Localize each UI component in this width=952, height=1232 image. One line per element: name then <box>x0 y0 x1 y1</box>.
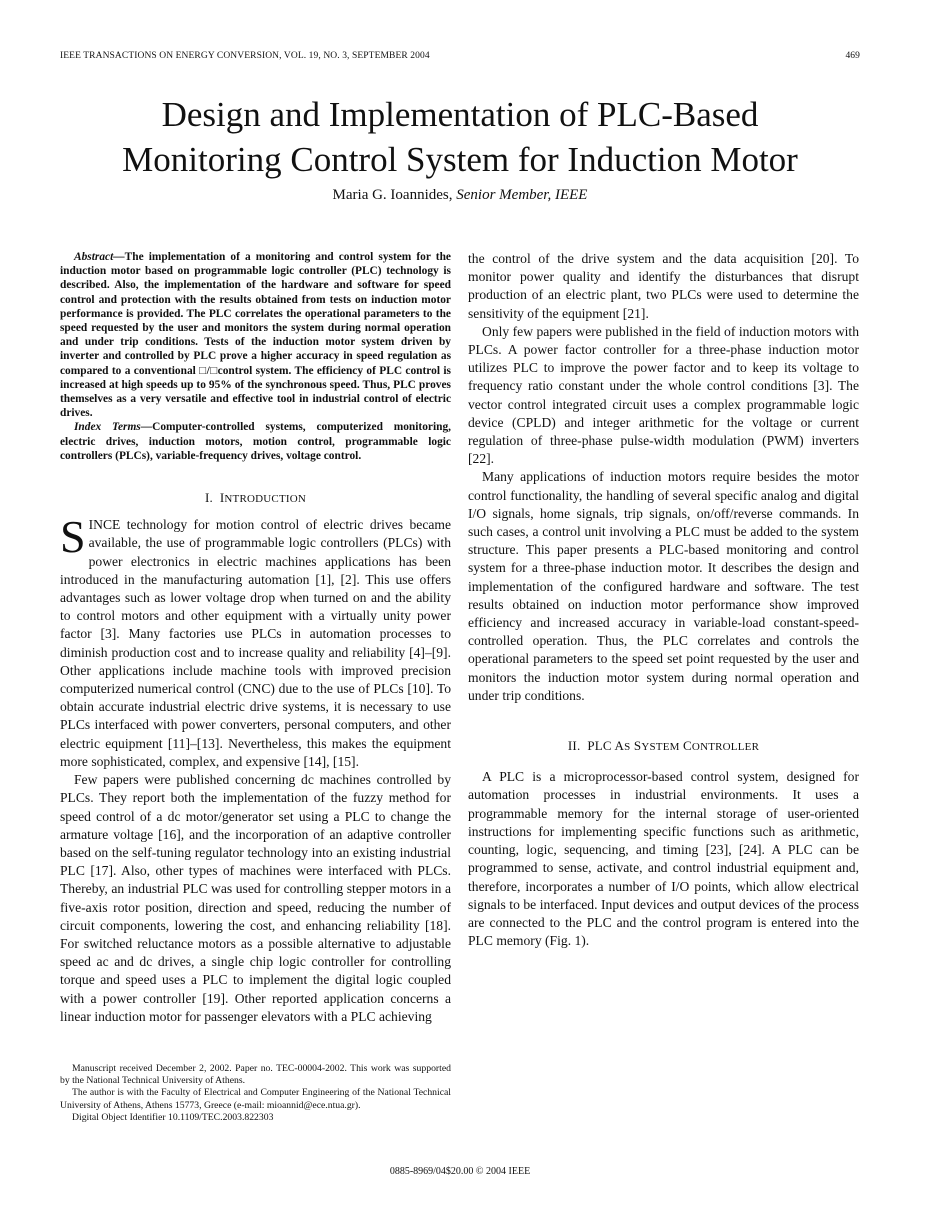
copyright-footer: 0885-8969/04$20.00 © 2004 IEEE <box>389 1166 531 1177</box>
section-2-heading: II. PLC AS SYSTEM CONTROLLER <box>567 738 760 754</box>
intro-paragraph-1: SINCE technology for motion control of electric drives became available, the use of programmable logic controllers (PLCs) with power electronics in electric machines applications has been introduced in the manufacturing automation [1], [2]. This use offers advantages such as lower voltage drop when turned on and the ability to control motors and other equipment with a virtually unity power factor [3]. Many factories use PLCs in automation processes to diminish production cost and to increase quality and reliability [4]–[9]. Other applications include machine tools with improved precision computerized numerical control (CNC) due to the use of PLCs [10]. To obtain accurate industrial electric drive systems, it is necessary to use PLCs interfaced with power converters, personal computers, and other electric equipment [11]–[13]. Nevertheless, this makes the equipment more sophisticated, complex, and expensive [14], [15]. <box>60 511 451 769</box>
intro-paragraph-4: Many applications of induction motors require besides the motor control functionality, the handling of several specific analog and digital I/O signals, home signals, trip signals, on/off/reverse commands. In such cases, a control unit involving a PLC must be added to the system structure. This paper presents a PLC-based monitoring and control system for a three-phase induction motor. It describes the design and implementation of the configured hardware and software. The test results obtained on induction motor performance show improved efficiency and increased accuracy in variable-load constant-speed-controlled operation. Thus, the PLC correlates and controls the operational parameters to the speed set point requested by the user and monitors the induction motor system during normal operation and under trip conditions. <box>468 469 859 703</box>
intro-paragraph-2: Few papers were published concerning dc machines controlled by PLCs. They report both the implementation of the fuzzy method for speed control of a dc motor/generator set using a PLC to change the armature voltage [16], and the incorporation of an adaptive controller based on the self-tuning regulator technology into an existing industrial PLC [17]. Also, other types of machines were interfaced with PLCs. Thereby, an industrial PLC was used for controlling stepper motors in a five-axis rotor position, direction and speed, reducing the number of circuit components, lowering the cost, and enhancing reliability [18]. For switched reluctance motors as a possible alternative to adjustable speed ac and dc drives, a single chip logic controller for controlling torque and speed uses a PLC to implement the digital logic coupled with a power controller [19]. Other reported application concerns a linear induction motor for passenger elevators with a PLC achieving <box>60 772 451 1024</box>
index-terms-text: Computer-controlled systems, computerized monitoring, electric drives, induction motors, motion control, programmable logic controllers (PLCs), variable-frequency drives, voltage control. <box>60 421 451 462</box>
drop-cap: S <box>60 511 86 563</box>
left-column <box>60 250 451 1026</box>
paper-title <box>60 92 860 182</box>
title-line-2: Monitoring Control System for Induction Motor <box>122 140 798 179</box>
footnote-received: Manuscript received December 2, 2002. Paper no. TEC-00004-2002. This work was supported by the National Technical University of Athens. <box>60 1063 451 1087</box>
section-2-paragraph-1: A PLC is a microprocessor-based control system, designed for automation processes in industrial environments. It uses a programmable memory for the internal storage of user-oriented instructions for implementing specific functions such as arithmetic, counting, logic, sequencing, and timing [23], [24]. A PLC can be programmed to sense, activate, and control industrial equipment and, therefore, incorporates a number of I/O points, which allow electrical signals to be interfaced. Input devices and output devices of the process are connected to the PLC and the control program is entered into the PLC memory (Fig. 1). <box>468 769 859 949</box>
title-line-1: Design and Implementation of PLC-Based <box>161 95 759 134</box>
intro-paragraph-2-cont: the control of the drive system and the data acquisition [20]. To monitor power quality and identify the disturbances that disrupt production of an electric plant, two PLCs were used to determine the sensitivity of the equipment [21]. <box>468 251 859 321</box>
index-terms-label: Index Terms— <box>74 421 153 434</box>
running-head <box>60 51 860 61</box>
footnotes <box>60 1063 451 1124</box>
section-1-heading: I. INTRODUCTION <box>204 490 307 506</box>
paragraph-2-continuation <box>468 250 859 323</box>
author-grade: Senior Member, IEEE <box>456 187 588 203</box>
intro-paragraph-3: Only few papers were published in the field of induction motors with PLCs. A power factor controller for a three-phase induction motor utilizes PLC to improve the power factor and to keep its voltage to frequency ratio constant under the whole control conditions [3]. The vector control integrated circuit uses a complex programmable logic device (CPLD) and integer arithmetic for the voltage or current regulation of three-phase pulse-width modulation (PWM) inverters [22]. <box>468 323 859 467</box>
index-terms <box>60 420 451 463</box>
journal-citation: IEEE TRANSACTIONS ON ENERGY CONVERSION, VOL. 19, NO. 3, SEPTEMBER 2004 <box>60 51 430 61</box>
right-column <box>468 250 859 950</box>
abstract-label: Abstract— <box>74 251 125 263</box>
footnote-doi: Digital Object Identifier 10.1109/TEC.2003.822303 <box>72 1111 274 1123</box>
abstract-text: The implementation of a monitoring and control system for the induction motor based on programmable logic controller (PLC) technology is described. Also, the implementation of the hardware and software for speed control and protection with the results obtained from tests on induction motor performance is provided. The PLC correlates the operational parameters to the speed requested by the user and monitors the system during normal operation and under trip conditions. Tests of the induction motor system driven by inverter and controlled by PLC prove a higher accuracy in speed regulation as compared to a conventional □/□control system. The efficiency of PLC control is increased at high speeds up to 95% of the synchronous speed. Thus, PLC proves themselves as a very versatile and effective tool in industrial control of electric drives. <box>60 251 451 420</box>
footnote-affiliation: The author is with the Faculty of Electrical and Computer Engineering of the National Technical University of Athens, Athens 15773, Greece (e-mail: mioannid@ece.ntua.gr). <box>60 1087 451 1111</box>
abstract <box>60 250 451 420</box>
page-number: 469 <box>845 51 860 61</box>
author-line <box>60 187 860 204</box>
author-name: Maria G. Ioannides, <box>332 187 453 203</box>
